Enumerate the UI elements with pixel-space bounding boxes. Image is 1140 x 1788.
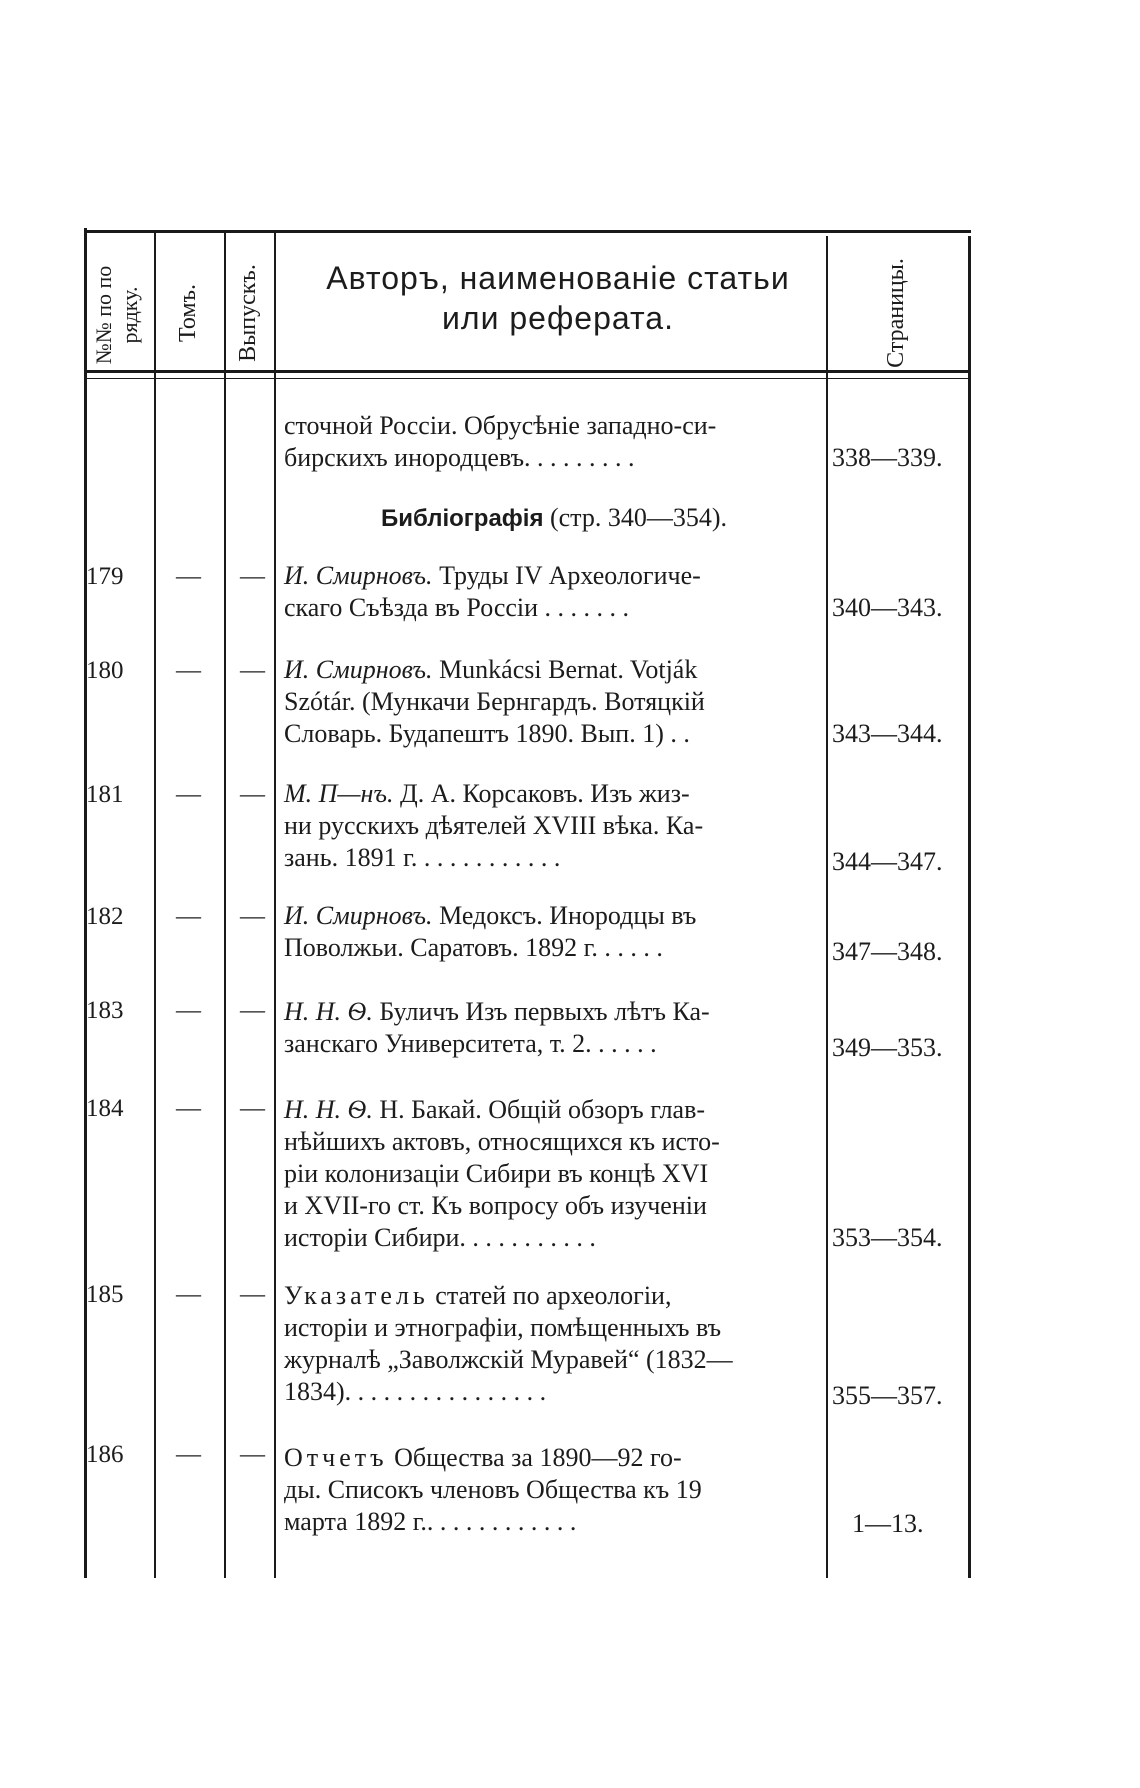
entry-line-3: марта 1892 г.. . . . . . . . . . . . <box>284 1507 577 1536</box>
entry-line-1: Общества за 1890—92 го- <box>394 1443 682 1472</box>
vyp-dash: — <box>240 997 265 1024</box>
entry-number: 184 <box>86 1095 124 1122</box>
tom-dash: — <box>176 781 201 808</box>
entry-line <box>284 900 824 932</box>
tom-dash: — <box>176 1281 201 1308</box>
entry-line-3: зань. 1891 г. . . . . . . . . . . . <box>284 843 561 872</box>
tom-dash: — <box>176 563 201 590</box>
continued-line-1: сточной Россіи. Обрусѣніе западно-си- <box>284 411 717 440</box>
entry-pages: 1—13. <box>852 1509 924 1538</box>
entry-pages: 343—344. <box>832 719 943 748</box>
entry-pages: 347—348. <box>832 937 943 966</box>
entry-text <box>284 996 824 1060</box>
header-pages-column: Страницы. <box>883 258 909 368</box>
entry-line-2: нѣйшихъ актовъ, относящихся къ исто- <box>284 1127 720 1156</box>
vyp-dash: — <box>240 1441 265 1468</box>
entry-line-3: журналѣ „Заволжскій Муравей“ (1832— <box>284 1345 733 1374</box>
entry-line <box>284 560 824 592</box>
entry-line-2: ни русскихъ дѣятелей XVIII вѣка. Ка- <box>284 811 704 840</box>
entry-line-3: ріи колонизаціи Сибири въ концѣ XVI <box>284 1159 709 1188</box>
entry-line-2: Szótár. (Мункачи Бернгардъ. Вотяцкій <box>284 687 705 716</box>
header-bottom-border <box>84 370 971 373</box>
section-range: (стр. 340—354). <box>549 503 728 532</box>
entry-line-1: статей по археологіи, <box>435 1281 672 1310</box>
header-title-line1: Авторъ, наименованіе статьи <box>326 260 790 296</box>
table-right-border <box>968 236 971 1578</box>
tom-dash: — <box>176 657 201 684</box>
entry-author: И. Смирновъ. <box>284 561 433 590</box>
entry-line-4: и XVII-го ст. Къ вопросу объ изученіи <box>284 1191 707 1220</box>
vyp-dash: — <box>240 903 265 930</box>
entry-line-1: Д. А. Корсаковъ. Изъ жиз- <box>399 779 690 808</box>
entry-text <box>284 1094 824 1254</box>
vyp-dash: — <box>240 781 265 808</box>
entry-number: 181 <box>86 781 124 808</box>
entry-number: 179 <box>86 563 124 590</box>
continued-entry-text <box>284 410 824 474</box>
entry-line-1: Munkácsi Bernat. Votják <box>439 655 698 684</box>
entry-author: И. Смирновъ. <box>284 655 433 684</box>
entry-pages: 355—357. <box>832 1381 943 1410</box>
continued-entry-pages: 338—339. <box>832 443 943 472</box>
entry-line-5: исторіи Сибири. . . . . . . . . . . <box>284 1223 596 1252</box>
header-title-column <box>284 258 832 338</box>
entry-number: 183 <box>86 997 124 1024</box>
entry-text <box>284 900 824 964</box>
header-title-line2: или реферата. <box>442 300 674 336</box>
entry-author: Н. Н. Ѳ. <box>284 997 373 1026</box>
vyp-dash: — <box>240 563 265 590</box>
entry-pages: 349—353. <box>832 1033 943 1062</box>
entry-author: Н. Н. Ѳ. <box>284 1095 373 1124</box>
continued-line-2: бирскихъ инородцевъ. . . . . . . . . <box>284 443 635 472</box>
header-bottom-border-thin <box>84 378 971 379</box>
col-divider-pages <box>826 236 828 1578</box>
entry-line-2: ды. Списокъ членовъ Общества къ 19 <box>284 1475 702 1504</box>
entry-author: И. Смирновъ. <box>284 901 433 930</box>
header-tom-column: Томъ. <box>175 284 201 342</box>
section-heading <box>284 502 824 535</box>
header-vyp-column: Выпускъ. <box>235 264 261 362</box>
entry-line <box>284 778 824 810</box>
entry-line <box>284 1442 824 1474</box>
tom-dash: — <box>176 997 201 1024</box>
entry-text <box>284 778 824 874</box>
tom-dash: — <box>176 1095 201 1122</box>
tom-dash: — <box>176 903 201 930</box>
entry-line <box>284 1280 824 1312</box>
col-divider-tom <box>224 232 226 1578</box>
entry-line-2: занскаго Университета, т. 2. . . . . . <box>284 1029 657 1058</box>
col-divider-num <box>154 232 156 1578</box>
col-divider-vyp <box>274 232 276 1578</box>
entry-line-4: 1834). . . . . . . . . . . . . . . . <box>284 1377 547 1406</box>
entry-text <box>284 1442 824 1538</box>
entry-line-1: Н. Бакай. Общій обзоръ глав- <box>379 1095 706 1124</box>
vyp-dash: — <box>240 1095 265 1122</box>
entry-number: 180 <box>86 657 124 684</box>
entry-pages: 353—354. <box>832 1223 943 1252</box>
entry-text <box>284 560 824 624</box>
entry-line-1: Медоксъ. Инородцы въ <box>439 901 697 930</box>
entry-line <box>284 1094 824 1126</box>
tom-dash: — <box>176 1441 201 1468</box>
entry-number: 186 <box>86 1441 124 1468</box>
vyp-dash: — <box>240 1281 265 1308</box>
entry-number: 182 <box>86 903 124 930</box>
entry-line-1: Труды IV Археологиче- <box>439 561 701 590</box>
entry-line <box>284 654 824 686</box>
entry-line-2: Поволжьи. Саратовъ. 1892 г. . . . . . <box>284 933 663 962</box>
entry-line-3: Словарь. Будапештъ 1890. Вып. 1) . . <box>284 719 690 748</box>
entry-line-1: Буличъ Изъ первыхъ лѣтъ Ка- <box>379 997 710 1026</box>
entry-author: М. П—нъ. <box>284 779 394 808</box>
section-title: Библіографія <box>380 505 544 532</box>
entry-line-2: исторіи и этнографіи, помѣщенныхъ въ <box>284 1313 722 1342</box>
entry-number: 185 <box>86 1281 124 1308</box>
header-num-column: №№ по по рядку. <box>91 265 142 365</box>
entry-pages: 344—347. <box>832 847 943 876</box>
entry-text <box>284 1280 824 1408</box>
entry-text <box>284 654 824 750</box>
entry-line-2: скаго Съѣзда въ Россіи . . . . . . . <box>284 593 630 622</box>
table-top-border <box>84 230 971 233</box>
entry-line <box>284 996 824 1028</box>
entry-pages: 340—343. <box>832 593 943 622</box>
vyp-dash: — <box>240 657 265 684</box>
entry-keyword: Указатель <box>284 1281 429 1310</box>
entry-keyword: Отчетъ <box>284 1443 388 1472</box>
